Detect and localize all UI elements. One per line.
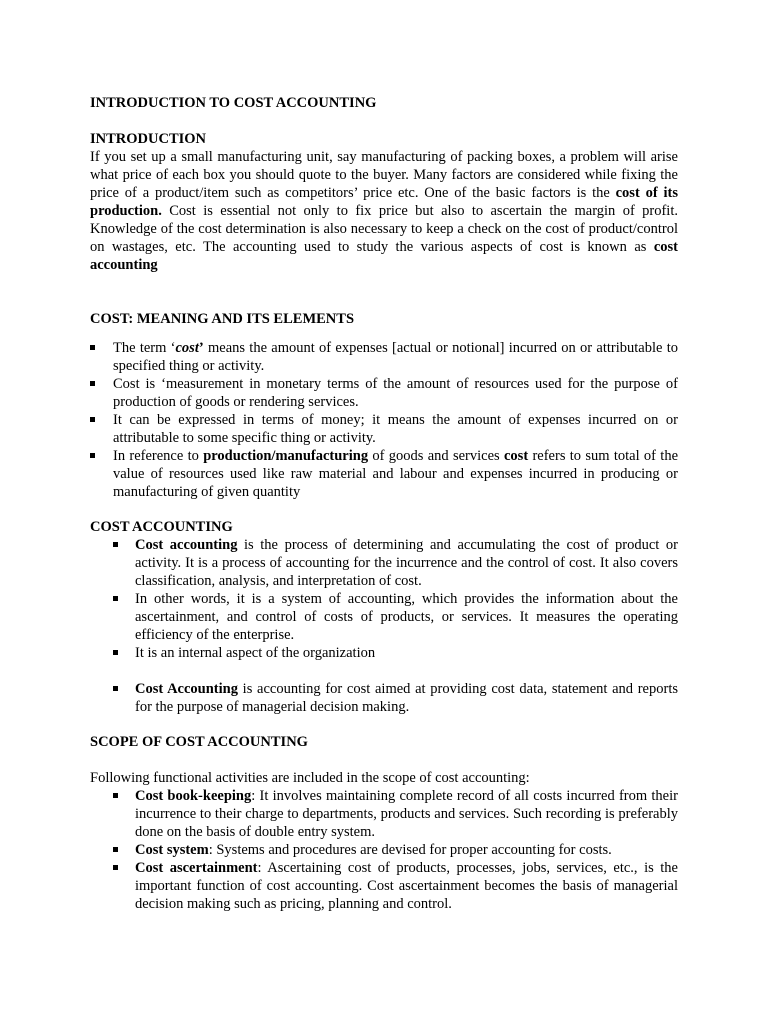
text: is accounting for cost aimed at providing cost data, statement and reports for the purpose of managerial decision making.	[135, 681, 678, 715]
cost-accounting-list	[90, 536, 678, 716]
scope-list	[90, 787, 678, 913]
cost-list	[90, 339, 678, 501]
text: : Ascertaining cost of products, processes, jobs, services, etc., is the important function of cost accounting. Cost ascertainment becomes the basis of managerial decision making such as pricing, planning and control.	[135, 860, 678, 912]
bullet-icon	[113, 650, 118, 655]
list-item	[90, 680, 678, 716]
bold-text: Cost accounting	[135, 537, 238, 553]
scope-intro: Following functional activities are included in the scope of cost accounting:	[90, 770, 530, 786]
text: It can be expressed in terms of money; it means the amount of expenses incurred on or attributable to some specific thing or activity.	[113, 412, 678, 446]
bullet-icon	[113, 686, 118, 691]
text: It is an internal aspect of the organization	[135, 645, 376, 661]
intro-bold-2: cost accounting	[90, 239, 678, 273]
document-title: INTRODUCTION TO COST ACCOUNTING	[90, 95, 377, 111]
bold-text: Cost Accounting	[135, 681, 238, 697]
scope-heading: SCOPE OF COST ACCOUNTING	[90, 734, 308, 750]
bullet-icon	[90, 417, 95, 422]
bold-text: production/manufacturing	[203, 448, 369, 464]
bold-text: Cost book-keeping	[135, 788, 252, 804]
text: In reference to	[113, 448, 204, 464]
bullet-icon	[90, 453, 95, 458]
list-item	[90, 859, 678, 913]
spacer	[90, 662, 678, 680]
bold-text: Cost ascertainment	[135, 860, 258, 876]
text: In other words, it is a system of accounting, which provides the information about the ascertainment, and control of costs of products, or services. It measures the operating efficiency of the enterprise.	[135, 591, 678, 643]
text: refers to sum total of the value of resources used like raw material and labour and expenses incurred in producing or manufacturing of given quantity	[113, 448, 678, 500]
intro-paragraph	[90, 148, 678, 274]
cost-accounting-heading: COST ACCOUNTING	[90, 519, 233, 535]
text: means the amount of expenses [actual or notional] incurred on or attributable to specified thing or activity.	[113, 340, 678, 374]
text: of goods and services	[368, 448, 504, 464]
list-item	[90, 339, 678, 375]
text: Cost is ‘measurement in monetary terms of the amount of resources used for the purpose of production of goods or rendering services.	[113, 376, 678, 410]
list-item	[90, 787, 678, 841]
list-item	[90, 841, 678, 859]
bullet-icon	[113, 793, 118, 798]
bullet-icon	[113, 847, 118, 852]
text: is the process of determining and accumulating the cost of product or activity. It is a process of accounting for the incurrence and the control of cost. It also covers classification, analysis, and interpretation of cost.	[135, 537, 678, 589]
quote-mark: ’	[198, 340, 204, 356]
list-item	[90, 536, 678, 590]
intro-text-2: Cost is essential not only to fix price but also to ascertain the margin of profit. Knowledge of the cost determination is also necessary to keep a check on the cost of product/control on wastages, etc. The accounting used to study the various aspects of cost is known as	[90, 203, 678, 255]
bullet-icon	[90, 345, 95, 350]
cost-heading: COST: MEANING AND ITS ELEMENTS	[90, 311, 355, 327]
text: : Systems and procedures are devised for proper accounting for costs.	[208, 842, 612, 858]
bold-text: cost	[503, 448, 529, 464]
document-body	[90, 94, 678, 913]
list-item	[90, 411, 678, 447]
bullet-icon	[113, 542, 118, 547]
bold-text: Cost system	[135, 842, 209, 858]
text: The term ‘	[113, 340, 176, 356]
list-item	[90, 447, 678, 501]
list-item	[90, 590, 678, 644]
bullet-icon	[90, 381, 95, 386]
list-item	[90, 375, 678, 411]
intro-bold-1: cost of its production.	[90, 185, 678, 219]
bullet-icon	[113, 596, 118, 601]
text: : It involves maintaining complete record of all costs incurred from their incurrence to their charge to departments, products and services. Such recording is preferably done on the basis of double entry system.	[135, 788, 678, 840]
list-item	[90, 644, 678, 662]
bullet-icon	[113, 865, 118, 870]
intro-text-1: If you set up a small manufacturing unit, say manufacturing of packing boxes, a problem will arise what price of each box you should quote to the buyer. Many factors are considered while fixing the price of a product/item such as competitors’ price etc. One of the basic factors is the	[90, 149, 678, 201]
intro-heading: INTRODUCTION	[90, 131, 207, 147]
term-cost: cost	[175, 340, 199, 356]
